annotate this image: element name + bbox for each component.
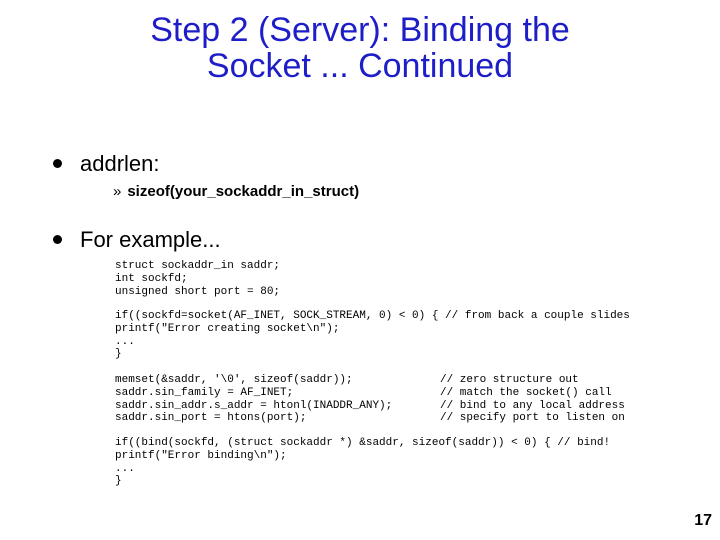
bullet-text: addrlen: — [80, 151, 160, 176]
bullet-dot-icon — [53, 235, 62, 244]
bullet-addrlen — [80, 151, 160, 177]
sub-bullet-marker-icon: » — [113, 183, 122, 200]
bullet-dot-icon — [53, 159, 62, 168]
slide-title — [0, 12, 720, 84]
code-block-socket: if((sockfd=socket(AF_INET, SOCK_STREAM, 0) < 0) { // from back a couple slides printf("Error creating socket\n"); ... } — [115, 310, 630, 361]
slide-title-line-2: Socket ... Continued — [206, 47, 514, 85]
code-block-saddr-comments: // zero structure out // match the socket() call // bind to any local address // specify port to listen on — [440, 374, 625, 425]
sub-bullet-sizeof — [113, 183, 359, 200]
code-block-declarations: struct sockaddr_in saddr; int sockfd; unsigned short port = 80; — [115, 260, 281, 298]
bullet-text: For example... — [80, 227, 221, 252]
page-number: 17 — [694, 512, 712, 529]
sub-bullet-text: sizeof(your_sockaddr_in_struct) — [127, 183, 360, 200]
code-block-saddr-setup: memset(&saddr, '\0', sizeof(saddr)); saddr.sin_family = AF_INET; saddr.sin_addr.s_addr = htonl(INADDR_ANY); saddr.sin_port = htons(port); — [115, 374, 393, 425]
bullet-for-example — [80, 227, 221, 253]
code-block-bind: if((bind(sockfd, (struct sockaddr *) &saddr, sizeof(saddr)) < 0) { // bind! printf("Error binding\n"); ... } — [115, 437, 611, 488]
slide-title-line-1: Step 2 (Server): Binding the — [150, 11, 570, 49]
